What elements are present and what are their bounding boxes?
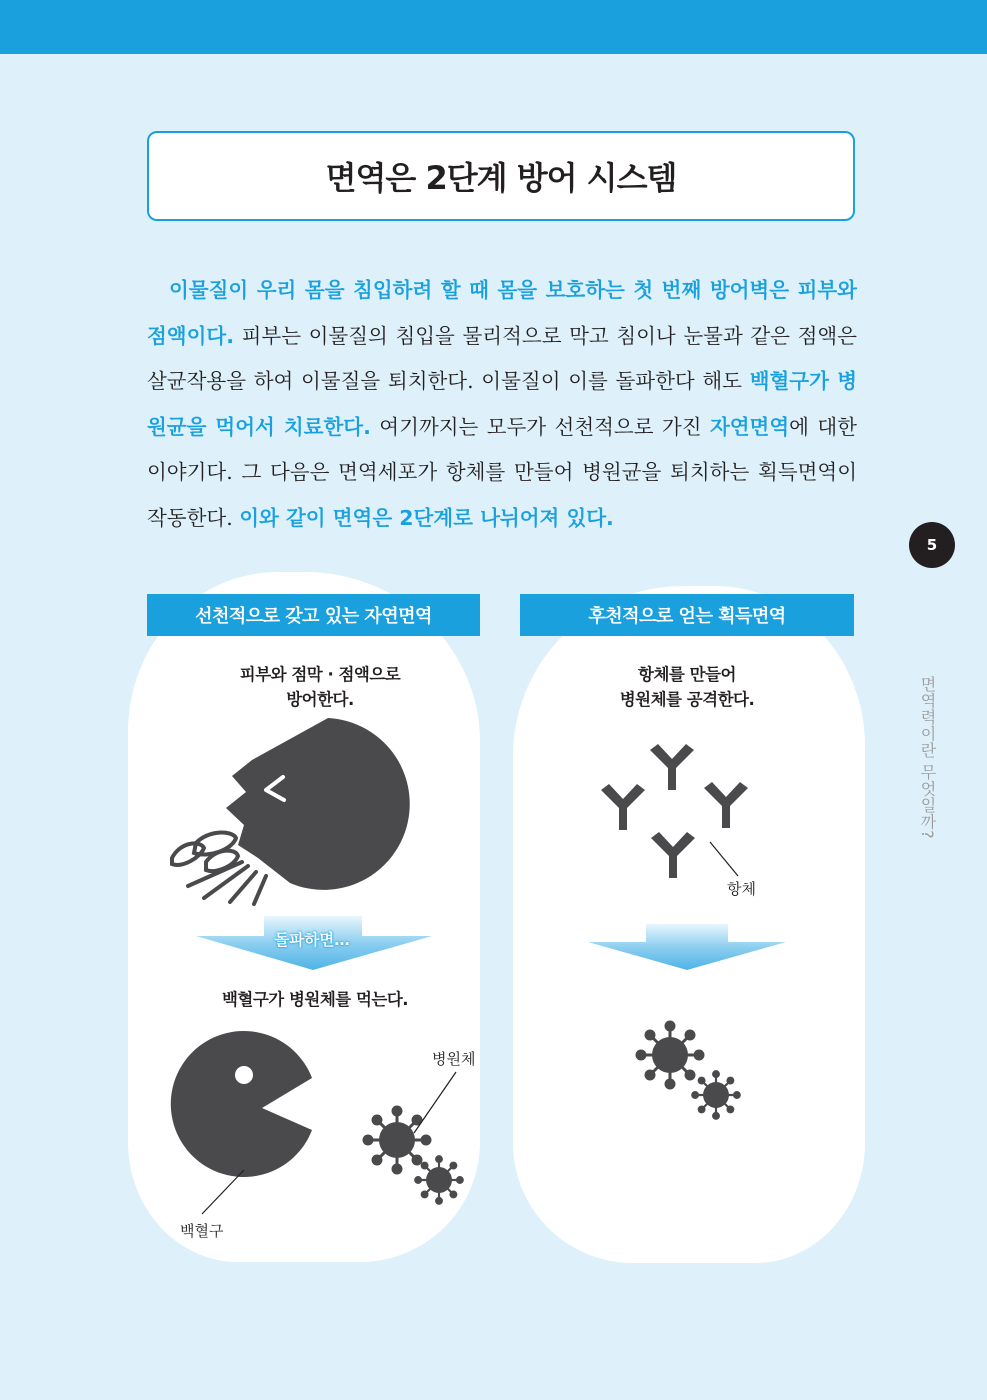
side-chapter-title: 면역력이란 무엇일까? (918, 676, 937, 840)
label-pathogen: 병원체 (432, 1050, 476, 1068)
text-skin-mucus: 피부는 이물질의 침입을 물리적으로 막고 침이나 눈물과 같은 점액은 살균작용을 하여 이물질을 퇴치한다. 이물질이 이를 돌파한다 해도 (147, 323, 857, 393)
label-white-blood-cell: 백혈구 (180, 1222, 224, 1240)
down-arrow-icon-right (588, 924, 786, 970)
pathogen-icon-right (637, 1022, 740, 1119)
pathogen-icon (364, 1107, 463, 1204)
breakthrough-arrow-label: 돌파하면… (274, 931, 350, 949)
antibody-leader-line (710, 842, 738, 876)
left-caption-bottom: 백혈구가 병원체를 먹는다. (221, 990, 409, 1009)
highlight-two-stage: 이와 같이 면역은 2단계로 나뉘어져 있다. (239, 505, 614, 530)
left-caption-top: 피부와 점막 · 점액으로 방어한다. (239, 665, 401, 709)
page-number: 5 (909, 522, 955, 568)
sneezing-face-icon (172, 718, 410, 904)
white-blood-cell-icon (171, 1031, 312, 1177)
highlight-white-blood-cell: 백혈구가 병원균을 먹어서 치료한다. (147, 369, 858, 439)
label-antibody: 항체 (727, 880, 756, 898)
right-panel-header: 후천적으로 얻는 획득면역 (520, 594, 854, 636)
page-title: 면역은 2단계 방어 시스템 (325, 159, 677, 197)
left-panel-header: 선천적으로 갖고 있는 자연면역 (147, 594, 480, 636)
text-acquired: 에 대한 이야기다. 그 다음은 면역세포가 항체를 만들어 병원균을 퇴치하는 획득면역이 작동한다. (147, 414, 857, 530)
right-caption-top: 항체를 만들어 병원체를 공격한다. (619, 665, 755, 709)
highlight-first-defense: 이물질이 우리 몸을 침입하려 할 때 몸을 보호하는 첫 번째 방어벽은 피부와 점액이다. (147, 278, 857, 348)
text-innate: 여기까지는 모두가 선천적으로 가진 (370, 414, 710, 439)
antibody-icon (601, 744, 748, 878)
highlight-natural-immunity: 자연면역 (709, 414, 790, 439)
